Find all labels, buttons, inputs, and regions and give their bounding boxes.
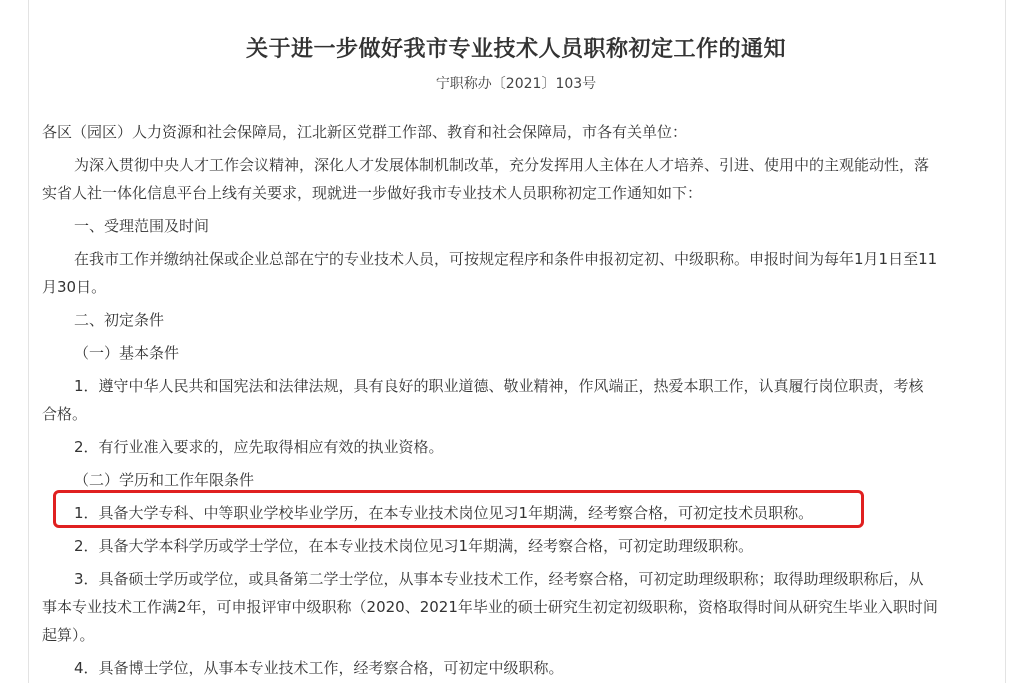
section-1-heading: 一、受理范围及时间 [74, 217, 210, 235]
education-item-2: 2．具备大学本科学历或学士学位，在本专业技术岗位见习1年期满，经考察合格，可初定助理级职称。 [74, 537, 754, 555]
education-item-3-line-1: 3．具备硕士学历或学位，或具备第二学士学位，从事本专业技术工作，经考察合格，可初定助理级职称；取得助理级职称后，从 [74, 570, 924, 588]
basic-item-1-line-1: 1．遵守中华人民共和国宪法和法律法规，具有良好的职业道德、敬业精神，作风端正，热爱本职工作，认真履行岗位职责，考核 [74, 377, 924, 395]
basic-item-2: 2．有行业准入要求的，应先取得相应有效的执业资格。 [74, 438, 444, 456]
intro-paragraph-line-1: 为深入贯彻中央人才工作会议精神，深化人才发展体制机制改革，充分发挥用人主体在人才培养、引进、使用中的主观能动性，落 [74, 156, 930, 174]
document-number: 宁职称办〔2021〕103号 [435, 76, 597, 92]
education-item-3-line-3: 起算）。 [42, 626, 95, 644]
section-1-line-1: 在我市工作并缴纳社保或企业总部在宁的专业技术人员，可按规定程序和条件申报初定初、中级职称。申报时间为每年1月1日至11 [74, 250, 938, 268]
education-item-3-line-2: 事本专业技术工作满2年，可申报评审中级职称（2020、2021年毕业的硕士研究生初定初级职称，资格取得时间从研究生毕业入职时间 [42, 598, 938, 616]
intro-paragraph-line-2: 实省人社一体化信息平台上线有关要求，现就进一步做好我市专业技术人员职称初定工作通知如下： [42, 184, 703, 202]
education-item-4: 4．具备博士学位，从事本专业技术工作，经考察合格，可初定中级职称。 [74, 659, 564, 677]
notice-title: 关于进一步做好我市专业技术人员职称初定工作的通知 [245, 36, 786, 62]
salutation: 各区（园区）人力资源和社会保障局，江北新区党群工作部、教育和社会保障局，市各有关单位： [42, 123, 688, 141]
subsection-education-heading: （二）学历和工作年限条件 [74, 471, 255, 489]
basic-item-1-line-2: 合格。 [42, 405, 88, 423]
subsection-basic-heading: （一）基本条件 [74, 344, 180, 362]
education-item-1: 1．具备大学专科、中等职业学校毕业学历，在本专业技术岗位见习1年期满，经考察合格，可初定技术员职称。 [74, 504, 814, 522]
section-1-line-2: 月30日。 [42, 278, 107, 296]
section-2-heading: 二、初定条件 [74, 311, 165, 329]
